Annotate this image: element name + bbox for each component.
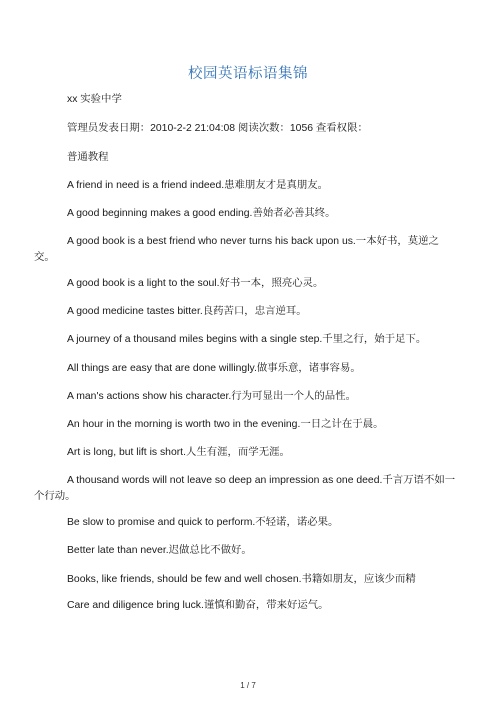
proverb-line: Care and diligence bring luck.谨慎和勤奋，带来好运气。 bbox=[67, 600, 329, 611]
post-meta: 管理员发表日期：2010-2-2 21:04:08 阅读次数：1056 查看权限： bbox=[67, 123, 368, 134]
document-title: 校园英语标语集锦 bbox=[188, 66, 308, 82]
proverb-line: A friend in need is a friend indeed.患难朋友才是真朋友。 bbox=[67, 180, 329, 191]
proverb-line: A journey of a thousand miles begins with a single step.千里之行，始于足下。 bbox=[67, 334, 427, 345]
school-name: xx 实验中学 bbox=[67, 94, 122, 105]
proverb-line: A man's actions show his character.行为可显出一个人的品性。 bbox=[67, 391, 356, 402]
proverb-line: A good medicine tastes bitter.良药苦口，忠言逆耳。 bbox=[67, 306, 307, 317]
proverb-line: A thousand words will not leave so deep an impression as one deed.千言万语不如一个行动。 bbox=[34, 475, 456, 502]
proverb-line: A good beginning makes a good ending.善始者必善其终。 bbox=[67, 208, 336, 219]
proverb-line: Be slow to promise and quick to perform.不轻诺，诺必果。 bbox=[67, 517, 339, 528]
proverb-line: Books, like friends, should be few and well chosen.书籍如朋友，应该少而精 bbox=[67, 574, 416, 585]
category-label: 普通教程 bbox=[67, 152, 109, 163]
proverb-line: Better late than never.迟做总比不做好。 bbox=[67, 545, 252, 556]
proverb-line: A good book is a light to the soul.好书一本，照亮心灵。 bbox=[67, 278, 324, 289]
proverb-line: An hour in the morning is worth two in the evening.一日之计在于晨。 bbox=[67, 419, 384, 430]
proverb-line: A good book is a best friend who never turns his back upon us.一本好书，莫逆之交。 bbox=[34, 236, 439, 263]
proverb-line: Art is long, but lift is short.人生有涯，而学无涯。 bbox=[67, 447, 290, 458]
proverb-line: All things are easy that are done willingly.做事乐意，诸事容易。 bbox=[67, 363, 361, 374]
page-indicator: 1 / 7 bbox=[240, 681, 256, 690]
